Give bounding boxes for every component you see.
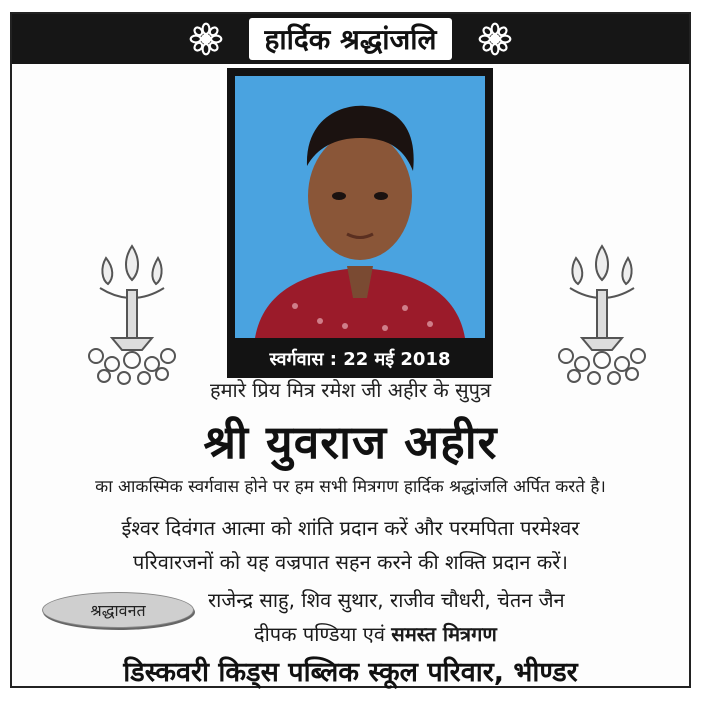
oil-lamp-icon: [542, 228, 662, 388]
deceased-name: श्री युवराज अहीर: [203, 415, 498, 469]
mourners-names-line-1: राजेन्द्र साहु, शिव सुथार, राजीव चौधरी, चेतन जैन: [208, 588, 565, 612]
mourners-label-badge: श्रद्धावनत: [42, 592, 194, 628]
oil-lamp-icon: [72, 228, 192, 388]
mourners-names-line-2: [254, 620, 497, 647]
flower-ornament-icon: [478, 22, 512, 56]
portrait-photo: [235, 76, 485, 338]
mourners-names-prefix: दीपक पण्डिया एवं: [254, 622, 385, 646]
banner-title: हार्दिक श्रद्धांजलि: [249, 18, 453, 60]
tribute-card: [10, 12, 691, 688]
header-banner: [12, 14, 689, 64]
tribute-line-3: परिवारजनों को यह वज्रपात सहन करने की शक्ति प्रदान करें।: [132, 550, 569, 574]
tribute-line-1: का आकस्मिक स्वर्गवास होने पर हम सभी मित्रगण हार्दिक श्रद्धांजलि अर्पित करते है।: [95, 477, 606, 497]
intro-line: हमारे प्रिय मित्र रमेश जी अहीर के सुपुत्र: [209, 378, 492, 402]
death-date-caption: स्वर्गवास : 22 मई 2018: [269, 349, 451, 370]
portrait-frame: [227, 68, 493, 378]
school-family-footer: डिस्कवरी किड्स पब्लिक स्कूल परिवार, भीण्डर: [123, 657, 578, 688]
mourners-names-bold: समस्त मित्रगण: [391, 622, 497, 646]
flower-ornament-icon: [189, 22, 223, 56]
tribute-line-2: ईश्वर दिवंगत आत्मा को शांति प्रदान करें और परमपिता परमेश्वर: [121, 516, 580, 540]
